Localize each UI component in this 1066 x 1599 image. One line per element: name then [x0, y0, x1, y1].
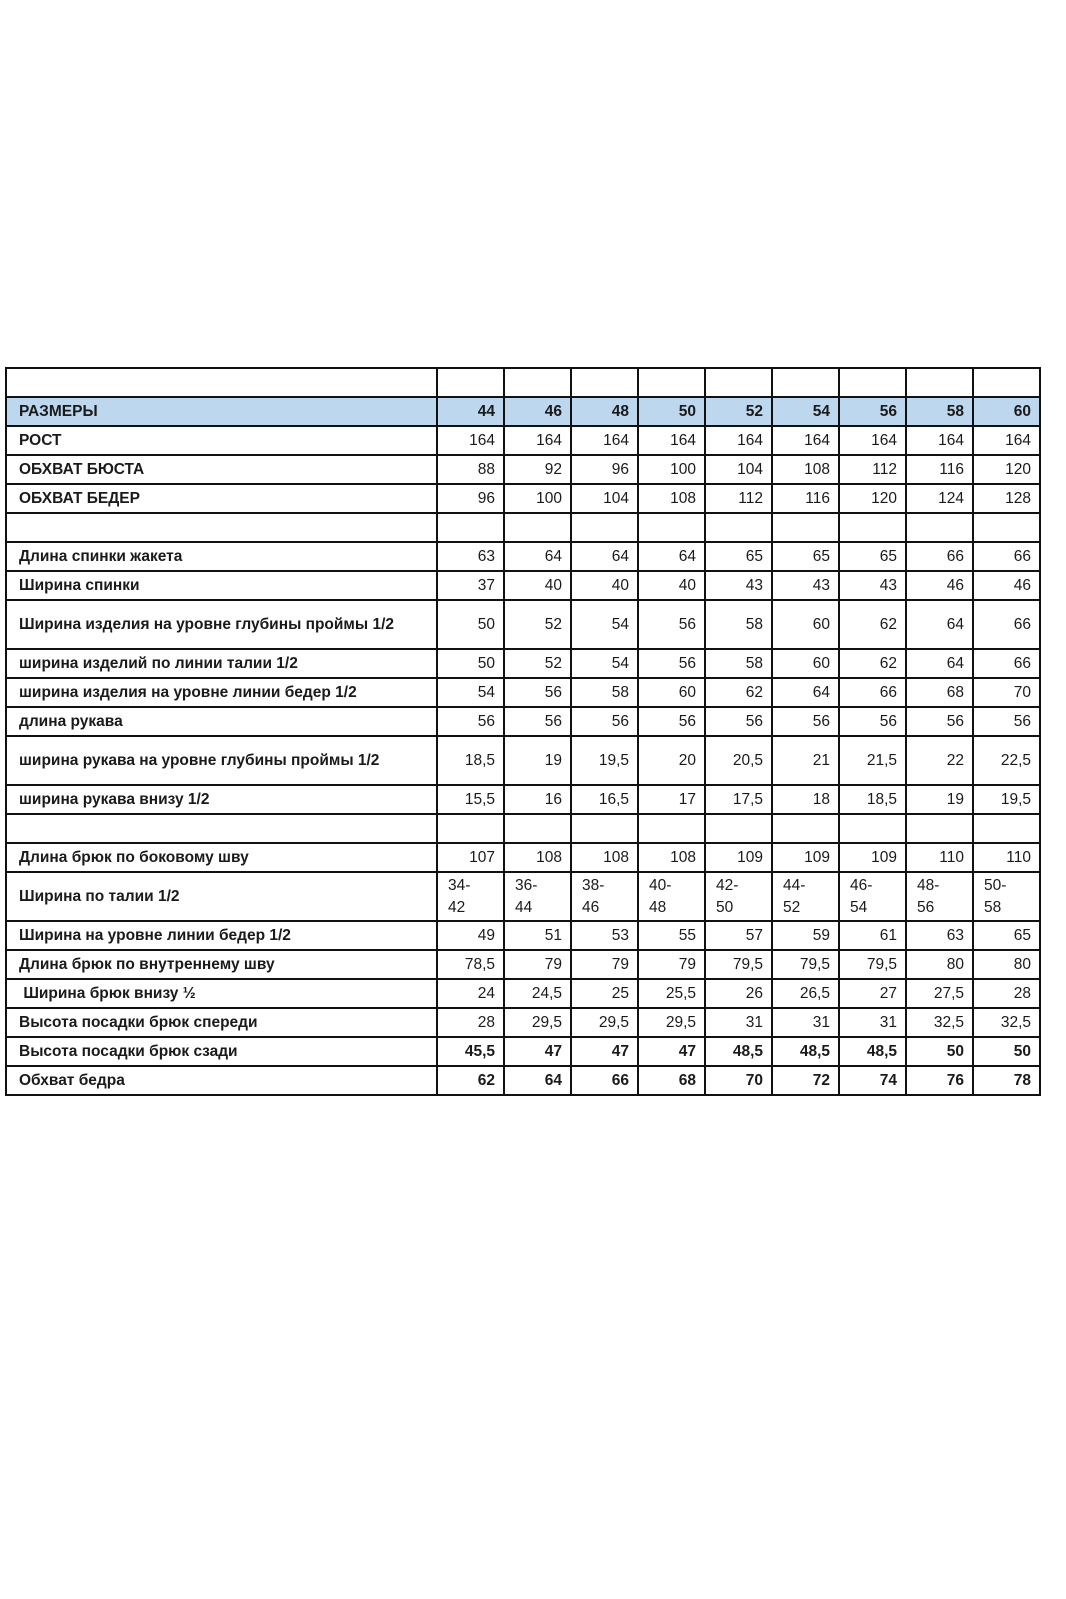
- value-cell: 44- 52: [772, 872, 839, 921]
- value-cell: 116: [772, 484, 839, 513]
- empty-cell: [772, 368, 839, 397]
- value-cell: 29,5: [571, 1008, 638, 1037]
- value-cell: 24: [437, 979, 504, 1008]
- value-cell: 66: [973, 649, 1040, 678]
- size-header-cell: 54: [772, 397, 839, 426]
- value-cell: 96: [571, 455, 638, 484]
- value-cell: 31: [772, 1008, 839, 1037]
- value-cell: 64: [504, 1066, 571, 1095]
- value-cell: 56: [504, 678, 571, 707]
- value-cell: 45,5: [437, 1037, 504, 1066]
- value-cell: 112: [705, 484, 772, 513]
- size-header-cell: 48: [571, 397, 638, 426]
- value-cell: 28: [973, 979, 1040, 1008]
- row-label: Длина брюк по боковому шву: [6, 843, 437, 872]
- value-cell: 62: [839, 600, 906, 649]
- value-cell: 55: [638, 921, 705, 950]
- value-cell: 43: [705, 571, 772, 600]
- row-label: РОСТ: [6, 426, 437, 455]
- value-cell: 54: [571, 600, 638, 649]
- table-row: [6, 542, 1040, 571]
- value-cell: 56: [638, 649, 705, 678]
- value-cell: 110: [973, 843, 1040, 872]
- value-cell: 47: [504, 1037, 571, 1066]
- value-cell: 15,5: [437, 785, 504, 814]
- value-cell: 79,5: [839, 950, 906, 979]
- value-cell: 32,5: [973, 1008, 1040, 1037]
- value-cell: 100: [504, 484, 571, 513]
- value-cell: 43: [772, 571, 839, 600]
- value-cell: 58: [705, 649, 772, 678]
- value-cell: 47: [571, 1037, 638, 1066]
- value-cell: 65: [973, 921, 1040, 950]
- value-cell: 74: [839, 1066, 906, 1095]
- value-cell: 104: [705, 455, 772, 484]
- spacer-row: [6, 814, 1040, 843]
- value-cell: 22: [906, 736, 973, 785]
- value-cell: 51: [504, 921, 571, 950]
- table-row: [6, 1008, 1040, 1037]
- value-cell: 79,5: [772, 950, 839, 979]
- empty-cell: [504, 368, 571, 397]
- size-chart-table: [5, 367, 1041, 1096]
- value-cell: 25: [571, 979, 638, 1008]
- value-cell: 27,5: [906, 979, 973, 1008]
- row-label: Высота посадки брюк спереди: [6, 1008, 437, 1037]
- table-row: [6, 979, 1040, 1008]
- value-cell: 16: [504, 785, 571, 814]
- table-row: [6, 678, 1040, 707]
- value-cell: [906, 814, 973, 843]
- value-cell: 112: [839, 455, 906, 484]
- value-cell: 17: [638, 785, 705, 814]
- value-cell: 48- 56: [906, 872, 973, 921]
- value-cell: 56: [638, 707, 705, 736]
- value-cell: 56: [571, 707, 638, 736]
- value-cell: 66: [839, 678, 906, 707]
- value-cell: 54: [571, 649, 638, 678]
- value-cell: [705, 814, 772, 843]
- value-cell: 109: [705, 843, 772, 872]
- value-cell: 56: [437, 707, 504, 736]
- value-cell: 164: [705, 426, 772, 455]
- value-cell: 80: [973, 950, 1040, 979]
- value-cell: 31: [839, 1008, 906, 1037]
- empty-cell: [705, 368, 772, 397]
- value-cell: 50: [437, 649, 504, 678]
- value-cell: 17,5: [705, 785, 772, 814]
- value-cell: 164: [973, 426, 1040, 455]
- row-label: ширина рукава внизу 1/2: [6, 785, 437, 814]
- value-cell: 64: [906, 600, 973, 649]
- value-cell: 70: [705, 1066, 772, 1095]
- value-cell: 48,5: [772, 1037, 839, 1066]
- value-cell: 29,5: [638, 1008, 705, 1037]
- value-cell: 92: [504, 455, 571, 484]
- value-cell: 164: [906, 426, 973, 455]
- value-cell: 58: [571, 678, 638, 707]
- value-cell: 100: [638, 455, 705, 484]
- size-header-row: [6, 397, 1040, 426]
- value-cell: 79: [504, 950, 571, 979]
- value-cell: [839, 814, 906, 843]
- value-cell: [705, 513, 772, 542]
- value-cell: 70: [973, 678, 1040, 707]
- value-cell: 60: [638, 678, 705, 707]
- value-cell: 64: [906, 649, 973, 678]
- value-cell: 78: [973, 1066, 1040, 1095]
- empty-cell: [6, 368, 437, 397]
- row-label: Обхват бедра: [6, 1066, 437, 1095]
- value-cell: 58: [705, 600, 772, 649]
- value-cell: 66: [973, 600, 1040, 649]
- value-cell: 21,5: [839, 736, 906, 785]
- table-row: [6, 426, 1040, 455]
- value-cell: 120: [839, 484, 906, 513]
- row-label: Ширина по талии 1/2: [6, 872, 437, 921]
- value-cell: [504, 513, 571, 542]
- value-cell: 68: [906, 678, 973, 707]
- value-cell: 164: [772, 426, 839, 455]
- row-label: ширина рукава на уровне глубины проймы 1/2: [6, 736, 437, 785]
- value-cell: 79,5: [705, 950, 772, 979]
- value-cell: [906, 513, 973, 542]
- empty-cell: [906, 368, 973, 397]
- value-cell: [571, 814, 638, 843]
- table-row: [6, 736, 1040, 785]
- row-label: Ширина брюк внизу ½: [6, 979, 437, 1008]
- value-cell: 32,5: [906, 1008, 973, 1037]
- empty-cell: [839, 368, 906, 397]
- row-label: длина рукава: [6, 707, 437, 736]
- value-cell: 42- 50: [705, 872, 772, 921]
- value-cell: 34- 42: [437, 872, 504, 921]
- value-cell: 62: [839, 649, 906, 678]
- value-cell: 53: [571, 921, 638, 950]
- value-cell: [772, 513, 839, 542]
- row-label: ширина изделий по линии талии 1/2: [6, 649, 437, 678]
- table-row: [6, 872, 1040, 921]
- row-label: ширина изделия на уровне линии бедер 1/2: [6, 678, 437, 707]
- value-cell: [638, 513, 705, 542]
- value-cell: 107: [437, 843, 504, 872]
- table-row: [6, 707, 1040, 736]
- value-cell: 76: [906, 1066, 973, 1095]
- value-cell: [571, 513, 638, 542]
- value-cell: 108: [638, 843, 705, 872]
- table-row: [6, 921, 1040, 950]
- value-cell: 24,5: [504, 979, 571, 1008]
- size-header-cell: 46: [504, 397, 571, 426]
- value-cell: 19,5: [571, 736, 638, 785]
- value-cell: 61: [839, 921, 906, 950]
- empty-cell: [437, 368, 504, 397]
- value-cell: 43: [839, 571, 906, 600]
- spacer-row: [6, 513, 1040, 542]
- value-cell: 40- 48: [638, 872, 705, 921]
- value-cell: 64: [504, 542, 571, 571]
- value-cell: 88: [437, 455, 504, 484]
- value-cell: 56: [705, 707, 772, 736]
- value-cell: 109: [772, 843, 839, 872]
- value-cell: 26: [705, 979, 772, 1008]
- value-cell: 56: [638, 600, 705, 649]
- value-cell: 52: [504, 649, 571, 678]
- value-cell: 50: [906, 1037, 973, 1066]
- value-cell: [839, 513, 906, 542]
- value-cell: 164: [571, 426, 638, 455]
- value-cell: 18,5: [839, 785, 906, 814]
- value-cell: 19,5: [973, 785, 1040, 814]
- value-cell: 52: [504, 600, 571, 649]
- value-cell: 40: [571, 571, 638, 600]
- value-cell: 50: [973, 1037, 1040, 1066]
- value-cell: 68: [638, 1066, 705, 1095]
- size-header-cell: 52: [705, 397, 772, 426]
- value-cell: 56: [973, 707, 1040, 736]
- value-cell: 38- 46: [571, 872, 638, 921]
- value-cell: 96: [437, 484, 504, 513]
- value-cell: 66: [906, 542, 973, 571]
- value-cell: 31: [705, 1008, 772, 1037]
- value-cell: 63: [437, 542, 504, 571]
- value-cell: 57: [705, 921, 772, 950]
- value-cell: 108: [772, 455, 839, 484]
- value-cell: [504, 814, 571, 843]
- value-cell: 48,5: [839, 1037, 906, 1066]
- table-row: [6, 484, 1040, 513]
- value-cell: 104: [571, 484, 638, 513]
- value-cell: 66: [973, 542, 1040, 571]
- value-cell: 27: [839, 979, 906, 1008]
- value-cell: 60: [772, 600, 839, 649]
- value-cell: 108: [571, 843, 638, 872]
- row-label: Высота посадки брюк сзади: [6, 1037, 437, 1066]
- value-cell: 16,5: [571, 785, 638, 814]
- row-label: Длина спинки жакета: [6, 542, 437, 571]
- value-cell: 54: [437, 678, 504, 707]
- table-row: [6, 843, 1040, 872]
- value-cell: 22,5: [973, 736, 1040, 785]
- value-cell: 18: [772, 785, 839, 814]
- row-label: Ширина спинки: [6, 571, 437, 600]
- value-cell: 80: [906, 950, 973, 979]
- value-cell: 19: [906, 785, 973, 814]
- row-label: Ширина на уровне линии бедер 1/2: [6, 921, 437, 950]
- value-cell: 36- 44: [504, 872, 571, 921]
- blank-top-row: [6, 368, 1040, 397]
- value-cell: 21: [772, 736, 839, 785]
- value-cell: 63: [906, 921, 973, 950]
- size-header-cell: 44: [437, 397, 504, 426]
- value-cell: [437, 513, 504, 542]
- size-header-cell: 58: [906, 397, 973, 426]
- value-cell: 19: [504, 736, 571, 785]
- value-cell: 164: [437, 426, 504, 455]
- value-cell: 56: [839, 707, 906, 736]
- value-cell: 64: [772, 678, 839, 707]
- value-cell: 110: [906, 843, 973, 872]
- table-row: [6, 785, 1040, 814]
- value-cell: [973, 814, 1040, 843]
- value-cell: 59: [772, 921, 839, 950]
- value-cell: 46: [906, 571, 973, 600]
- table-row: [6, 571, 1040, 600]
- value-cell: 109: [839, 843, 906, 872]
- value-cell: 108: [504, 843, 571, 872]
- value-cell: 62: [705, 678, 772, 707]
- size-header-cell: 60: [973, 397, 1040, 426]
- empty-cell: [638, 368, 705, 397]
- value-cell: 56: [504, 707, 571, 736]
- value-cell: 65: [705, 542, 772, 571]
- value-cell: 29,5: [504, 1008, 571, 1037]
- value-cell: 128: [973, 484, 1040, 513]
- value-cell: 120: [973, 455, 1040, 484]
- value-cell: 56: [772, 707, 839, 736]
- size-header-cell: 50: [638, 397, 705, 426]
- table-row: [6, 455, 1040, 484]
- table-row: [6, 600, 1040, 649]
- value-cell: 66: [571, 1066, 638, 1095]
- row-label: [6, 513, 437, 542]
- value-cell: 47: [638, 1037, 705, 1066]
- value-cell: 56: [906, 707, 973, 736]
- value-cell: 18,5: [437, 736, 504, 785]
- value-cell: 46- 54: [839, 872, 906, 921]
- row-label: [6, 814, 437, 843]
- value-cell: 108: [638, 484, 705, 513]
- value-cell: 78,5: [437, 950, 504, 979]
- row-label: Ширина изделия на уровне глубины проймы 1/2: [6, 600, 437, 649]
- value-cell: 79: [571, 950, 638, 979]
- value-cell: [973, 513, 1040, 542]
- value-cell: 64: [571, 542, 638, 571]
- row-label: ОБХВАТ БЮСТА: [6, 455, 437, 484]
- table-row: [6, 950, 1040, 979]
- value-cell: 28: [437, 1008, 504, 1037]
- value-cell: 46: [973, 571, 1040, 600]
- value-cell: 64: [638, 542, 705, 571]
- value-cell: 124: [906, 484, 973, 513]
- table-row: [6, 1037, 1040, 1066]
- table-row: [6, 649, 1040, 678]
- empty-cell: [571, 368, 638, 397]
- value-cell: [772, 814, 839, 843]
- value-cell: 26,5: [772, 979, 839, 1008]
- value-cell: 20,5: [705, 736, 772, 785]
- table-row: [6, 1066, 1040, 1095]
- header-label: РАЗМЕРЫ: [6, 397, 437, 426]
- value-cell: 65: [772, 542, 839, 571]
- value-cell: 65: [839, 542, 906, 571]
- value-cell: 50- 58: [973, 872, 1040, 921]
- value-cell: 37: [437, 571, 504, 600]
- value-cell: [437, 814, 504, 843]
- value-cell: 50: [437, 600, 504, 649]
- value-cell: 20: [638, 736, 705, 785]
- row-label: Длина брюк по внутреннему шву: [6, 950, 437, 979]
- value-cell: 25,5: [638, 979, 705, 1008]
- value-cell: 164: [839, 426, 906, 455]
- value-cell: 164: [638, 426, 705, 455]
- value-cell: 79: [638, 950, 705, 979]
- value-cell: 48,5: [705, 1037, 772, 1066]
- value-cell: [638, 814, 705, 843]
- size-header-cell: 56: [839, 397, 906, 426]
- value-cell: 164: [504, 426, 571, 455]
- value-cell: 40: [638, 571, 705, 600]
- empty-cell: [973, 368, 1040, 397]
- value-cell: 116: [906, 455, 973, 484]
- row-label: ОБХВАТ БЕДЕР: [6, 484, 437, 513]
- value-cell: 49: [437, 921, 504, 950]
- value-cell: 72: [772, 1066, 839, 1095]
- value-cell: 60: [772, 649, 839, 678]
- value-cell: 40: [504, 571, 571, 600]
- value-cell: 62: [437, 1066, 504, 1095]
